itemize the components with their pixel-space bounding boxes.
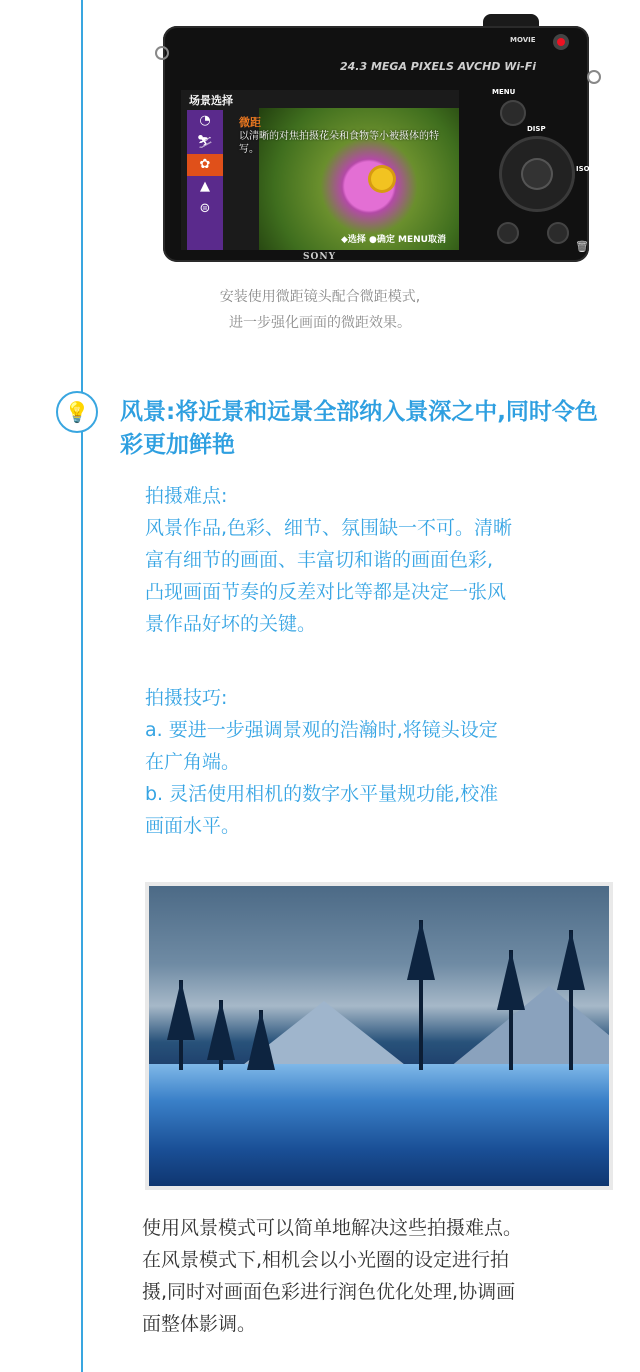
menu-label: MENU xyxy=(492,88,516,96)
trash-icon: 🗑 xyxy=(575,240,589,253)
playback-button-icon xyxy=(497,222,519,244)
difficulty-line-3: 凸现画面节奏的反差对比等都是决定一张风 xyxy=(145,581,507,603)
tree xyxy=(569,930,573,1070)
control-wheel-icon xyxy=(499,136,575,212)
strap-eyelet-left xyxy=(155,46,169,60)
camera-caption-line-2: 进一步强化画面的微距效果。 xyxy=(229,315,411,331)
flower-center xyxy=(371,168,393,190)
tree xyxy=(219,1000,223,1070)
difficulty-line-1: 风景作品,色彩、细节、氛围缺一不可。清晰 xyxy=(145,517,513,539)
scene-icon-landscape: ▲ xyxy=(200,179,210,194)
landscape-photo xyxy=(145,882,613,1190)
tips-heading: 拍摄技巧: xyxy=(145,687,228,709)
camera-movie-label: MOVIE xyxy=(510,36,536,44)
scene-name: 微距 xyxy=(239,116,261,129)
screen-footer-hints: ◆选择 ●确定 MENU取消 xyxy=(341,235,446,245)
tree xyxy=(179,980,183,1070)
timeline-line xyxy=(81,0,83,1372)
landscape-caption-line-3: 摄,同时对画面色彩进行润色优化处理,协调画 xyxy=(142,1281,516,1303)
scene-icon-sunset: ⊜ xyxy=(199,201,211,216)
tips-line-2: 在广角端。 xyxy=(145,751,241,773)
camera-lcd-screen xyxy=(181,90,459,250)
record-button-icon xyxy=(553,34,569,50)
scene-description: 以清晰的对焦拍摄花朵和食物等小被摄体的特写。 xyxy=(239,131,439,155)
lightbulb-icon xyxy=(56,391,98,433)
scene-list xyxy=(187,110,223,250)
section-title: 风景:将近景和远景全部纳入景深之中,同时令色彩更加鲜艳 xyxy=(120,399,598,458)
landscape-caption xyxy=(142,1212,622,1340)
iso-label: ISO xyxy=(576,165,590,173)
difficulty-line-2: 富有细节的画面、丰富切和谐的画面色彩, xyxy=(145,549,494,571)
tree xyxy=(419,920,423,1070)
camera-spec-label: 24.3 MEGA PIXELS AVCHD Wi-Fi xyxy=(340,60,536,73)
lightbulb-glyph: 💡 xyxy=(64,400,90,424)
tips-line-3: b. 灵活使用相机的数字水平量规功能,校准 xyxy=(145,783,499,805)
scene-icon-macro: ✿ xyxy=(187,154,223,176)
brand-logo: SONY xyxy=(303,252,336,262)
camera-photo xyxy=(155,8,595,266)
landscape-caption-line-4: 面整体影调。 xyxy=(142,1313,257,1335)
screen-title: 场景选择 xyxy=(189,94,233,107)
camera-caption-line-1: 安装使用微距镜头配合微距模式, xyxy=(219,289,421,305)
tree xyxy=(259,1010,263,1070)
scene-icon-sports: ⛷ xyxy=(196,135,214,150)
strap-eyelet-right xyxy=(587,70,601,84)
tips-line-4: 画面水平。 xyxy=(145,815,241,837)
tips-line-1: a. 要进一步强调景观的浩瀚时,将镜头设定 xyxy=(145,719,498,741)
disp-label: DISP xyxy=(527,125,546,133)
landscape-image xyxy=(149,886,609,1186)
lake-water xyxy=(149,1064,609,1186)
landscape-caption-line-1: 使用风景模式可以简单地解决这些拍摄难点。 xyxy=(142,1217,523,1239)
help-button-icon xyxy=(547,222,569,244)
difficulty-heading: 拍摄难点: xyxy=(145,485,228,507)
difficulty-line-4: 景作品好坏的关键。 xyxy=(145,613,317,635)
scene-icon-portrait: ◔ xyxy=(199,113,211,128)
landscape-caption-line-2: 在风景模式下,相机会以小光圈的设定进行拍 xyxy=(142,1249,510,1271)
tree xyxy=(509,950,513,1070)
menu-button-icon xyxy=(500,100,526,126)
